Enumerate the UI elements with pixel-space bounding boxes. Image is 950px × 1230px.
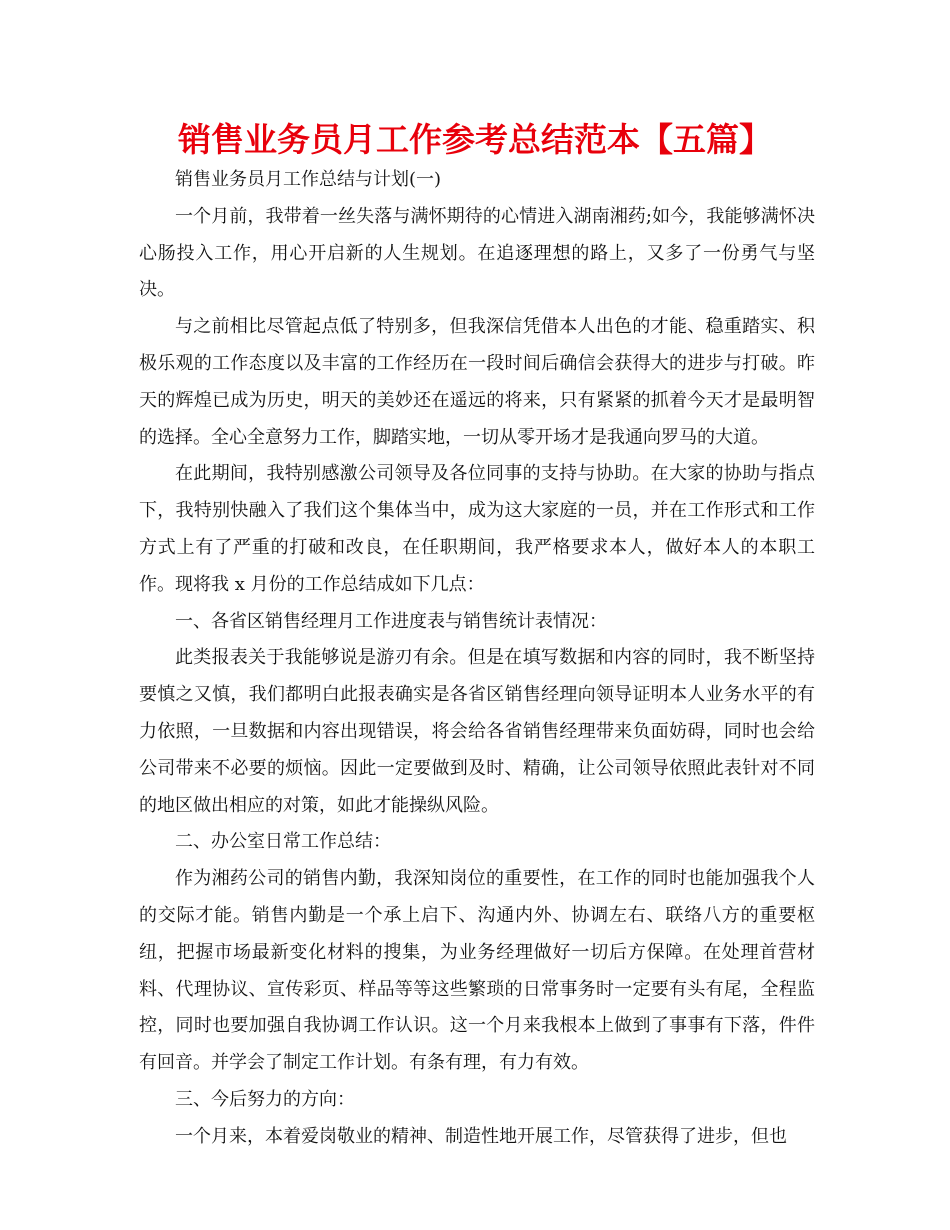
section-heading: 一、各省区销售经理月工作进度表与销售统计表情况： <box>175 610 607 632</box>
paragraph: 一个月来，本着爱岗敬业的精神、制造性地开展工作，尽管获得了进步，但也 <box>175 1125 787 1147</box>
paragraph: 此类报表关于我能够说是游刃有余。但是在填写数据和内容的同时，我不断坚持要慎之又慎，我们都明白此报表确实是各省区销售经理向领导证明本人业务水平的有力依照，一旦数据和内容出现错误，将会给各省销售经理带来负面妨碍，同时也会给公司带来不必要的烦恼。因此一定要做到及时、精确，让公司领导依照此表针对不同的地区做出相应的对策，如此才能操纵风险。 <box>139 647 815 816</box>
section-heading: 二、办公室日常工作总结： <box>175 831 391 853</box>
document-title: 销售业务员月工作参考总结范本【五篇】 <box>178 120 772 159</box>
paragraph: 与之前相比尽管起点低了特别多，但我深信凭借本人出色的才能、稳重踏实、积极乐观的工作态度以及丰富的工作经历在一段时间后确信会获得大的进步与打破。昨天的辉煌已成为历史，明天的美妙还在遥远的将来，只有紧紧的抓着今天才是最明智的选择。全心全意努力工作，脚踏实地，一切从零开场才是我通向罗马的大道。 <box>139 316 815 448</box>
section-heading: 三、今后努力的方向： <box>175 1088 355 1110</box>
document-body <box>139 162 815 1156</box>
paragraph: 一个月前，我带着一丝失落与满怀期待的心情进入湖南湘药;如今，我能够满怀决心肠投入工作，用心开启新的人生规划。在追逐理想的路上，又多了一份勇气与坚决。 <box>139 205 815 301</box>
paragraph: 在此期间，我特别感激公司领导及各位同事的支持与协助。在大家的协助与指点下，我特别快融入了我们这个集体当中，成为这大家庭的一员，并在工作形式和工作方式上有了严重的打破和改良，在任职期间，我严格要求本人，做好本人的本职工作。现将我 x 月份的工作总结成如下几点： <box>139 463 815 595</box>
paragraph: 作为湘药公司的销售内勤，我深知岗位的重要性，在工作的同时也能加强我个人的交际才能。销售内勤是一个承上启下、沟通内外、协调左右、联络八方的重要枢纽，把握市场最新变化材料的搜集，为业务经理做好一切后方保障。在处理首营材料、代理协议、宣传彩页、样品等等这些繁琐的日常事务时一定要有头有尾，全程监控，同时也要加强自我协调工作认识。这一个月来我根本上做到了事事有下落，件件有回音。并学会了制定工作计划。有条有理，有力有效。 <box>139 868 815 1074</box>
section-subtitle: 销售业务员月工作总结与计划(一) <box>175 169 442 190</box>
